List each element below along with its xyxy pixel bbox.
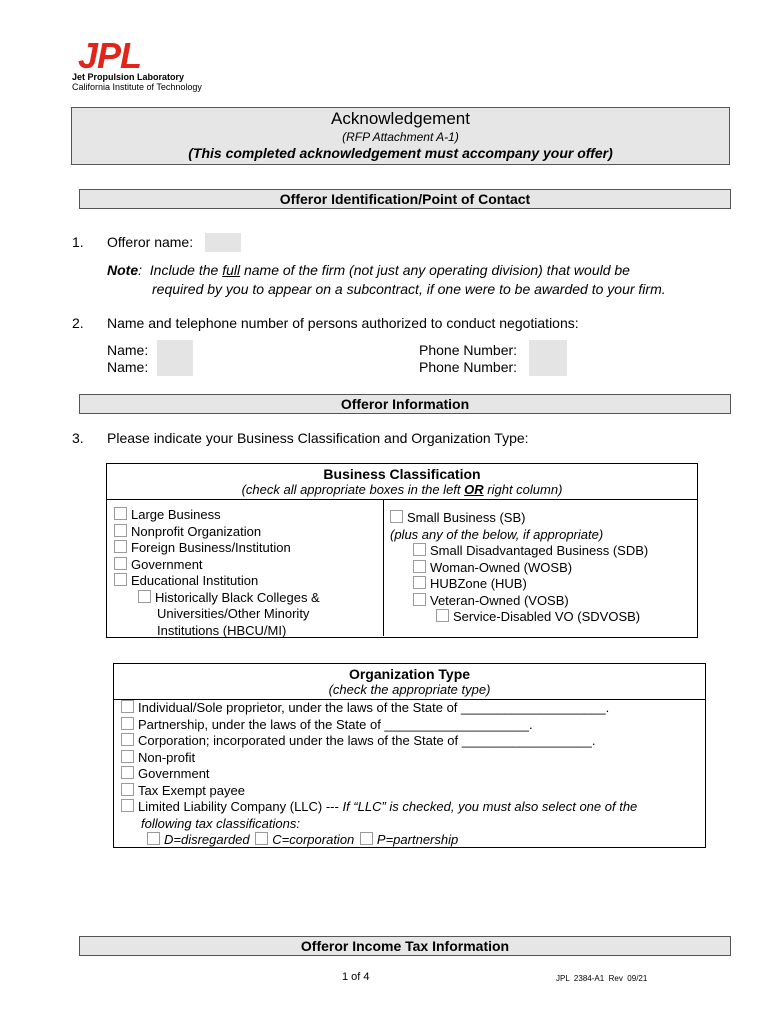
section-contact-header: Offeror Identification/Point of Contact [79, 189, 731, 209]
organization-type-box [113, 663, 706, 848]
offeror-name-field[interactable] [205, 233, 241, 252]
checkbox[interactable] [413, 560, 426, 573]
list-item[interactable]: Tax Exempt payee [121, 783, 637, 800]
jpl-logo [72, 35, 202, 92]
checkbox[interactable] [138, 590, 151, 603]
org-subtitle: (check the appropriate type) [328, 682, 491, 697]
checkbox[interactable] [121, 766, 134, 779]
list-item[interactable]: Partnership, under the laws of the State of ____________________. [121, 717, 637, 734]
checkbox[interactable] [360, 832, 373, 845]
negotiator-phone-field[interactable] [529, 340, 567, 376]
checkbox[interactable] [121, 717, 134, 730]
list-item[interactable]: Small Disadvantaged Business (SDB) [413, 543, 648, 560]
item-2-number: 2. [72, 315, 84, 331]
right-column [390, 510, 648, 626]
list-item[interactable]: Foreign Business/Institution [114, 540, 320, 557]
business-sub-or: OR [464, 482, 484, 497]
checkbox[interactable] [121, 799, 134, 812]
divider [107, 499, 697, 500]
checkbox[interactable] [147, 832, 160, 845]
negotiators-label: Name and telephone number of persons authorized to conduct negotiations: [107, 315, 579, 331]
list-item[interactable]: Veteran-Owned (VOSB) [413, 593, 648, 610]
note-pre: Include the [149, 262, 219, 278]
plus-note: (plus any of the below, if appropriate) [390, 526, 604, 542]
business-sub-post: right column) [487, 482, 563, 497]
section-info-header: Offeror Information [79, 394, 731, 414]
checkbox[interactable] [390, 510, 403, 523]
checkbox[interactable] [114, 573, 127, 586]
attachment-label: (RFP Attachment A-1) [342, 130, 459, 144]
checkbox[interactable] [413, 593, 426, 606]
note-full: full [222, 262, 241, 278]
list-item[interactable]: Non-profit [121, 750, 637, 767]
offeror-name-label: Offeror name: [107, 234, 194, 250]
list-item[interactable]: Nonprofit Organization [114, 524, 320, 541]
title-box [71, 107, 730, 165]
note-colon: : [138, 262, 143, 278]
checkbox[interactable] [114, 507, 127, 520]
list-item[interactable]: Government [121, 766, 637, 783]
org-title: Organization Type [348, 666, 471, 682]
note-line-1 [107, 261, 630, 280]
form-number: JPL 2384-A1 Rev 09/21 [556, 974, 648, 983]
tax-classifications: D=disregarded C=corporation P=partnership [147, 832, 637, 849]
note-label: Note [107, 262, 139, 278]
checkbox[interactable] [436, 609, 449, 622]
item-1-number: 1. [72, 234, 84, 250]
org-affiliation: California Institute of Technology [72, 82, 202, 92]
list-item[interactable]: Educational Institution [114, 573, 320, 590]
org-list [121, 700, 637, 849]
logo-wordmark: JPL [78, 35, 142, 76]
business-subtitle [107, 482, 697, 497]
hbcu-line-3: Institutions (HBCU/MI) [157, 622, 287, 638]
phone-label-1: Phone Number: [419, 342, 518, 358]
sdvosb-item[interactable]: Service-Disabled VO (SDVOSB) [436, 609, 648, 626]
column-divider [383, 499, 384, 636]
checkbox[interactable] [121, 733, 134, 746]
hbcu-line-2: Universities/Other Minority [157, 606, 310, 621]
list-item[interactable]: Government [114, 557, 320, 574]
name-label-1: Name: [107, 342, 149, 358]
section-tax-header: Offeror Income Tax Information [79, 936, 731, 956]
list-item[interactable]: Corporation; incorporated under the laws of the State of __________________. [121, 733, 637, 750]
list-item[interactable]: Individual/Sole proprietor, under the laws of the State of ____________________. [121, 700, 637, 717]
checkbox[interactable] [121, 750, 134, 763]
list-item[interactable]: Large Business [114, 507, 320, 524]
checkbox[interactable] [413, 576, 426, 589]
checkbox[interactable] [114, 524, 127, 537]
instruction-text: (This completed acknowledgement must accompany your offer) [188, 145, 613, 161]
left-column [114, 507, 320, 639]
item-3-number: 3. [72, 430, 84, 446]
page-number: 1 of 4 [342, 971, 370, 983]
classification-label: Please indicate your Business Classification and Organization Type: [107, 430, 529, 446]
small-business-item[interactable]: Small Business (SB) [390, 510, 648, 527]
negotiator-name-field[interactable] [157, 340, 193, 376]
phone-label-2: Phone Number: [419, 359, 518, 375]
list-item[interactable]: Woman-Owned (WOSB) [413, 560, 648, 577]
page-title: Acknowledgement [331, 109, 470, 128]
business-sub-pre: (check all appropriate boxes in the left [241, 482, 461, 497]
checkbox[interactable] [114, 540, 127, 553]
name-label-2: Name: [107, 359, 149, 375]
business-title: Business Classification [323, 466, 481, 482]
org-name: Jet Propulsion Laboratory [72, 72, 185, 82]
note-post: name of the firm (not just any operating division) that would be [243, 262, 630, 278]
business-classification-box [106, 463, 698, 638]
checkbox[interactable] [121, 700, 134, 713]
list-item[interactable]: HUBZone (HUB) [413, 576, 648, 593]
note-line-2: required by you to appear on a subcontract, if one were to be awarded to your firm. [152, 281, 666, 297]
hbcu-item[interactable]: Historically Black Colleges & [138, 590, 320, 607]
checkbox[interactable] [255, 832, 268, 845]
llc-item[interactable]: Limited Liability Company (LLC) --- If “LLC” is checked, you must also select one of the [121, 799, 637, 816]
llc-line-2: following tax classifications: [141, 815, 300, 831]
checkbox[interactable] [413, 543, 426, 556]
checkbox[interactable] [114, 557, 127, 570]
checkbox[interactable] [121, 783, 134, 796]
